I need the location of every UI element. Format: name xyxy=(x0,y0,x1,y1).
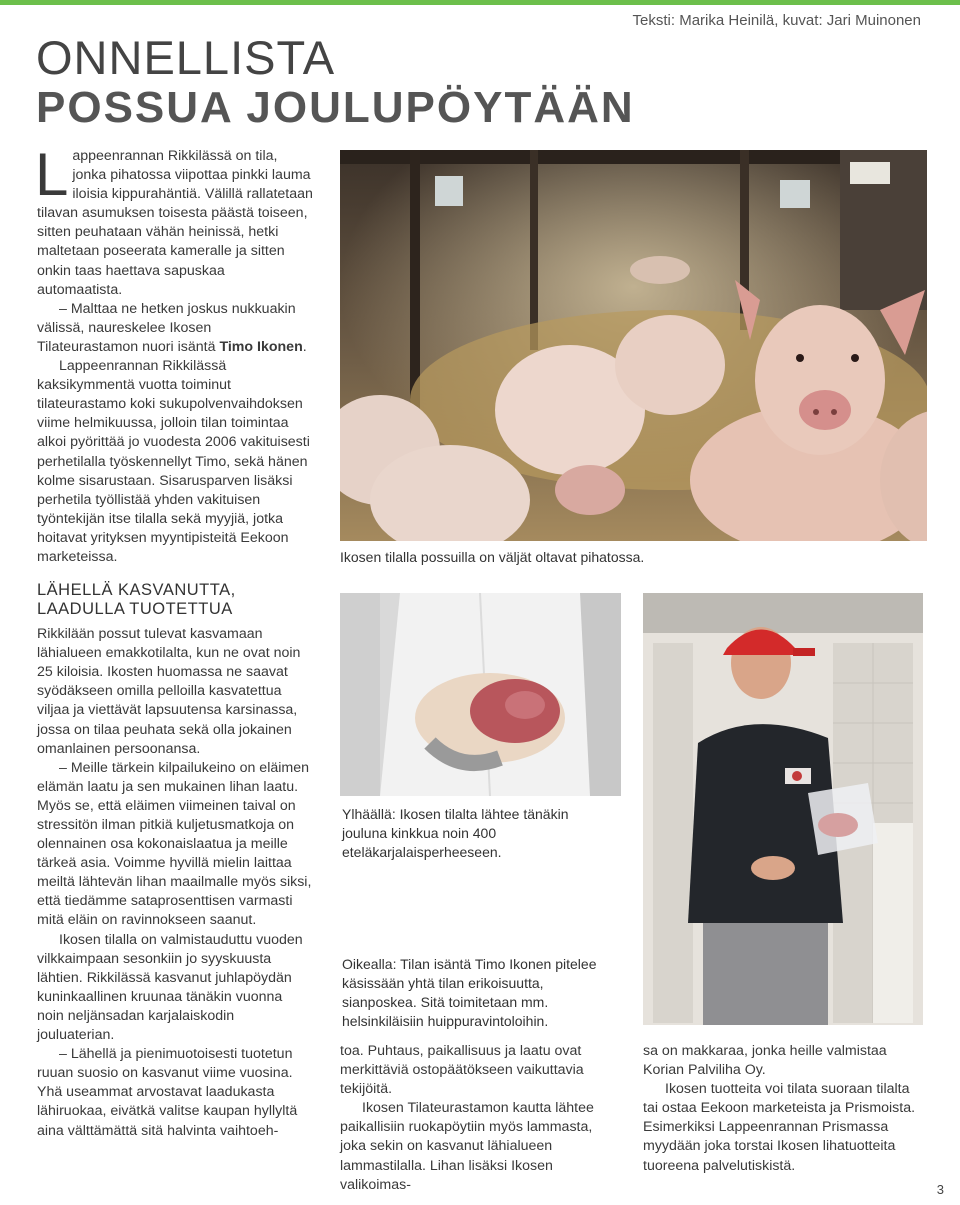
pigs-photo xyxy=(340,150,927,541)
page-number: 3 xyxy=(936,1182,944,1197)
farmer-photo xyxy=(643,593,923,1025)
ham-photo xyxy=(340,593,621,796)
page-title-line2: POSSUA JOULUPÖYTÄÄN xyxy=(36,83,635,132)
article-column-right xyxy=(643,1042,923,1176)
page-title-line1: ONNELLISTA xyxy=(36,31,336,84)
paragraph: toa. Puhtaus, paikallisuus ja laatu ovat merkittäviä ostopäätökseen vaikuttavia tekijöitä. xyxy=(340,1043,584,1098)
article-column-left xyxy=(35,141,313,1141)
person-name: Timo Ikonen xyxy=(219,338,303,355)
caption-ham: Ylhäällä: Ikosen tilalta lähtee tänäkin jouluna kinkkua noin 400 eteläkarjalaisperheeseen. xyxy=(342,806,569,860)
section-heading: LÄHELLÄ KASVANUTTA, LAADULLA TUOTETTUA xyxy=(37,581,236,619)
paragraph: – Malttaa ne hetken joskus nukkuakin välissä, naureskelee Ikosen Tilateurastamon nuori isäntä Timo Ikonen. xyxy=(37,300,307,355)
caption-farmer: Oikealla: Tilan isäntä Timo Ikonen pitelee käsissään yhtä tilan erikoisuutta, sianposkea. Sitä toimitetaan mm. helsinkiläisiin huippuravintoloihin. xyxy=(342,956,597,1029)
paragraph: Lappeenrannan Rikkilässä kaksikymmentä vuotta toiminut tilateurastamo koki sukupolvenvaihdoksen viime helmikuussa, jolloin tilan toimintaa alkoi pyörittää jo vuodesta 2006 vakituisesti perhetilalla työskennellyt Timo, sekä hänen kolme sisarustaan. Sisarusparven lisäksi perhetila työllistää yhden vakituisen työntekijän itse tilalla sekä myyjiä, jotka hoitavat yrityksen myyntipisteitä Eekoon marketeissa. xyxy=(37,358,310,565)
paragraph: – Lähellä ja pienimuotoisesti tuotetun ruuan suosio on kasvanut viime vuosina. Yhä useammat arvostavat laadukasta lähiruokaa, eivätkä valitse kaupan hyllyltä aina välttämättä sitä halvinta vaihtoeh- xyxy=(37,1046,298,1139)
article-column-middle xyxy=(340,1042,620,1195)
byline: Teksti: Marika Heinilä, kuvat: Jari Muinonen xyxy=(632,12,921,29)
paragraph: sa on makkaraa, jonka heille valmistaa Korian Palviliha Oy. xyxy=(643,1043,887,1079)
lead-text: appeenrannan Rikkilässä on tila, jonka pihatossa viipottaa pinkki lauma iloisia kippurahäntiä. Välillä rallatetaan tilavan asumuksen toisesta päästä toiseen, sitten peuhataan vähän heinissä, hetki maltetaan poseerata kameralle ja sitten onkin taas haettava sapuskaa automaatista. xyxy=(37,148,313,298)
paragraph: Ikosen tuotteita voi tilata suoraan tilalta tai ostaa Eekoon marketeista ja Prismoista. Esimerkiksi Lappeenrannan Prismassa myydään joka torstai Ikosen lihatuotteita tuoreena palvelutiskistä. xyxy=(643,1081,916,1174)
accent-bar xyxy=(0,0,960,5)
paragraph: – Meille tärkein kilpailukeino on eläimen elämän laatu ja sen mukainen lihan laatu. Myös se, että eläimen viimeinen taival on stressitön ilman pitkiä kuljetusmatkoja on olennainen osa kokonaislaatua ja meille tärkeä asia. Voimme hyvillä mielin laittaa meiltä lähtevän lihan maailmalle myös siksi, että tiedämme sataprosenttisen varmasti mitä eläin on ravinnokseen saanut. xyxy=(37,759,312,929)
caption-pigs: Ikosen tilalla possuilla on väljät oltavat pihatossa. xyxy=(340,549,645,565)
lead-paragraph xyxy=(35,141,313,300)
paragraph: Rikkilään possut tulevat kasvamaan lähialueen emakkotilalta, kun ne ovat noin 25 kiloisia. Ikosten huomassa ne saavat syödäkseen omilla pelloilla kasvatettua viljaa ja viettävät lapsuutensa karsinassa, jossa on tilaa peuhata sekä olla jokainen omanlainen persoonansa. xyxy=(37,626,301,757)
paragraph: Ikosen tilalla on valmistauduttu vuoden vilkkaimpaan sesonkiin jo syyskuusta lähtien. Rikkilässä kasvanut juhlapöydän kuninkaallinen kruunaa tänäkin vuonna noin neljänsadan karjalaiskodin jouluaterian. xyxy=(37,931,303,1044)
paragraph: Ikosen Tilateurastamon kautta lähtee paikallisiin ruokapöytiin myös lammasta, joka sekin on kasvanut lähialueen lammastilalla. Lihan lisäksi Ikosen valikoimas- xyxy=(340,1100,594,1193)
drop-cap: L xyxy=(35,141,69,208)
